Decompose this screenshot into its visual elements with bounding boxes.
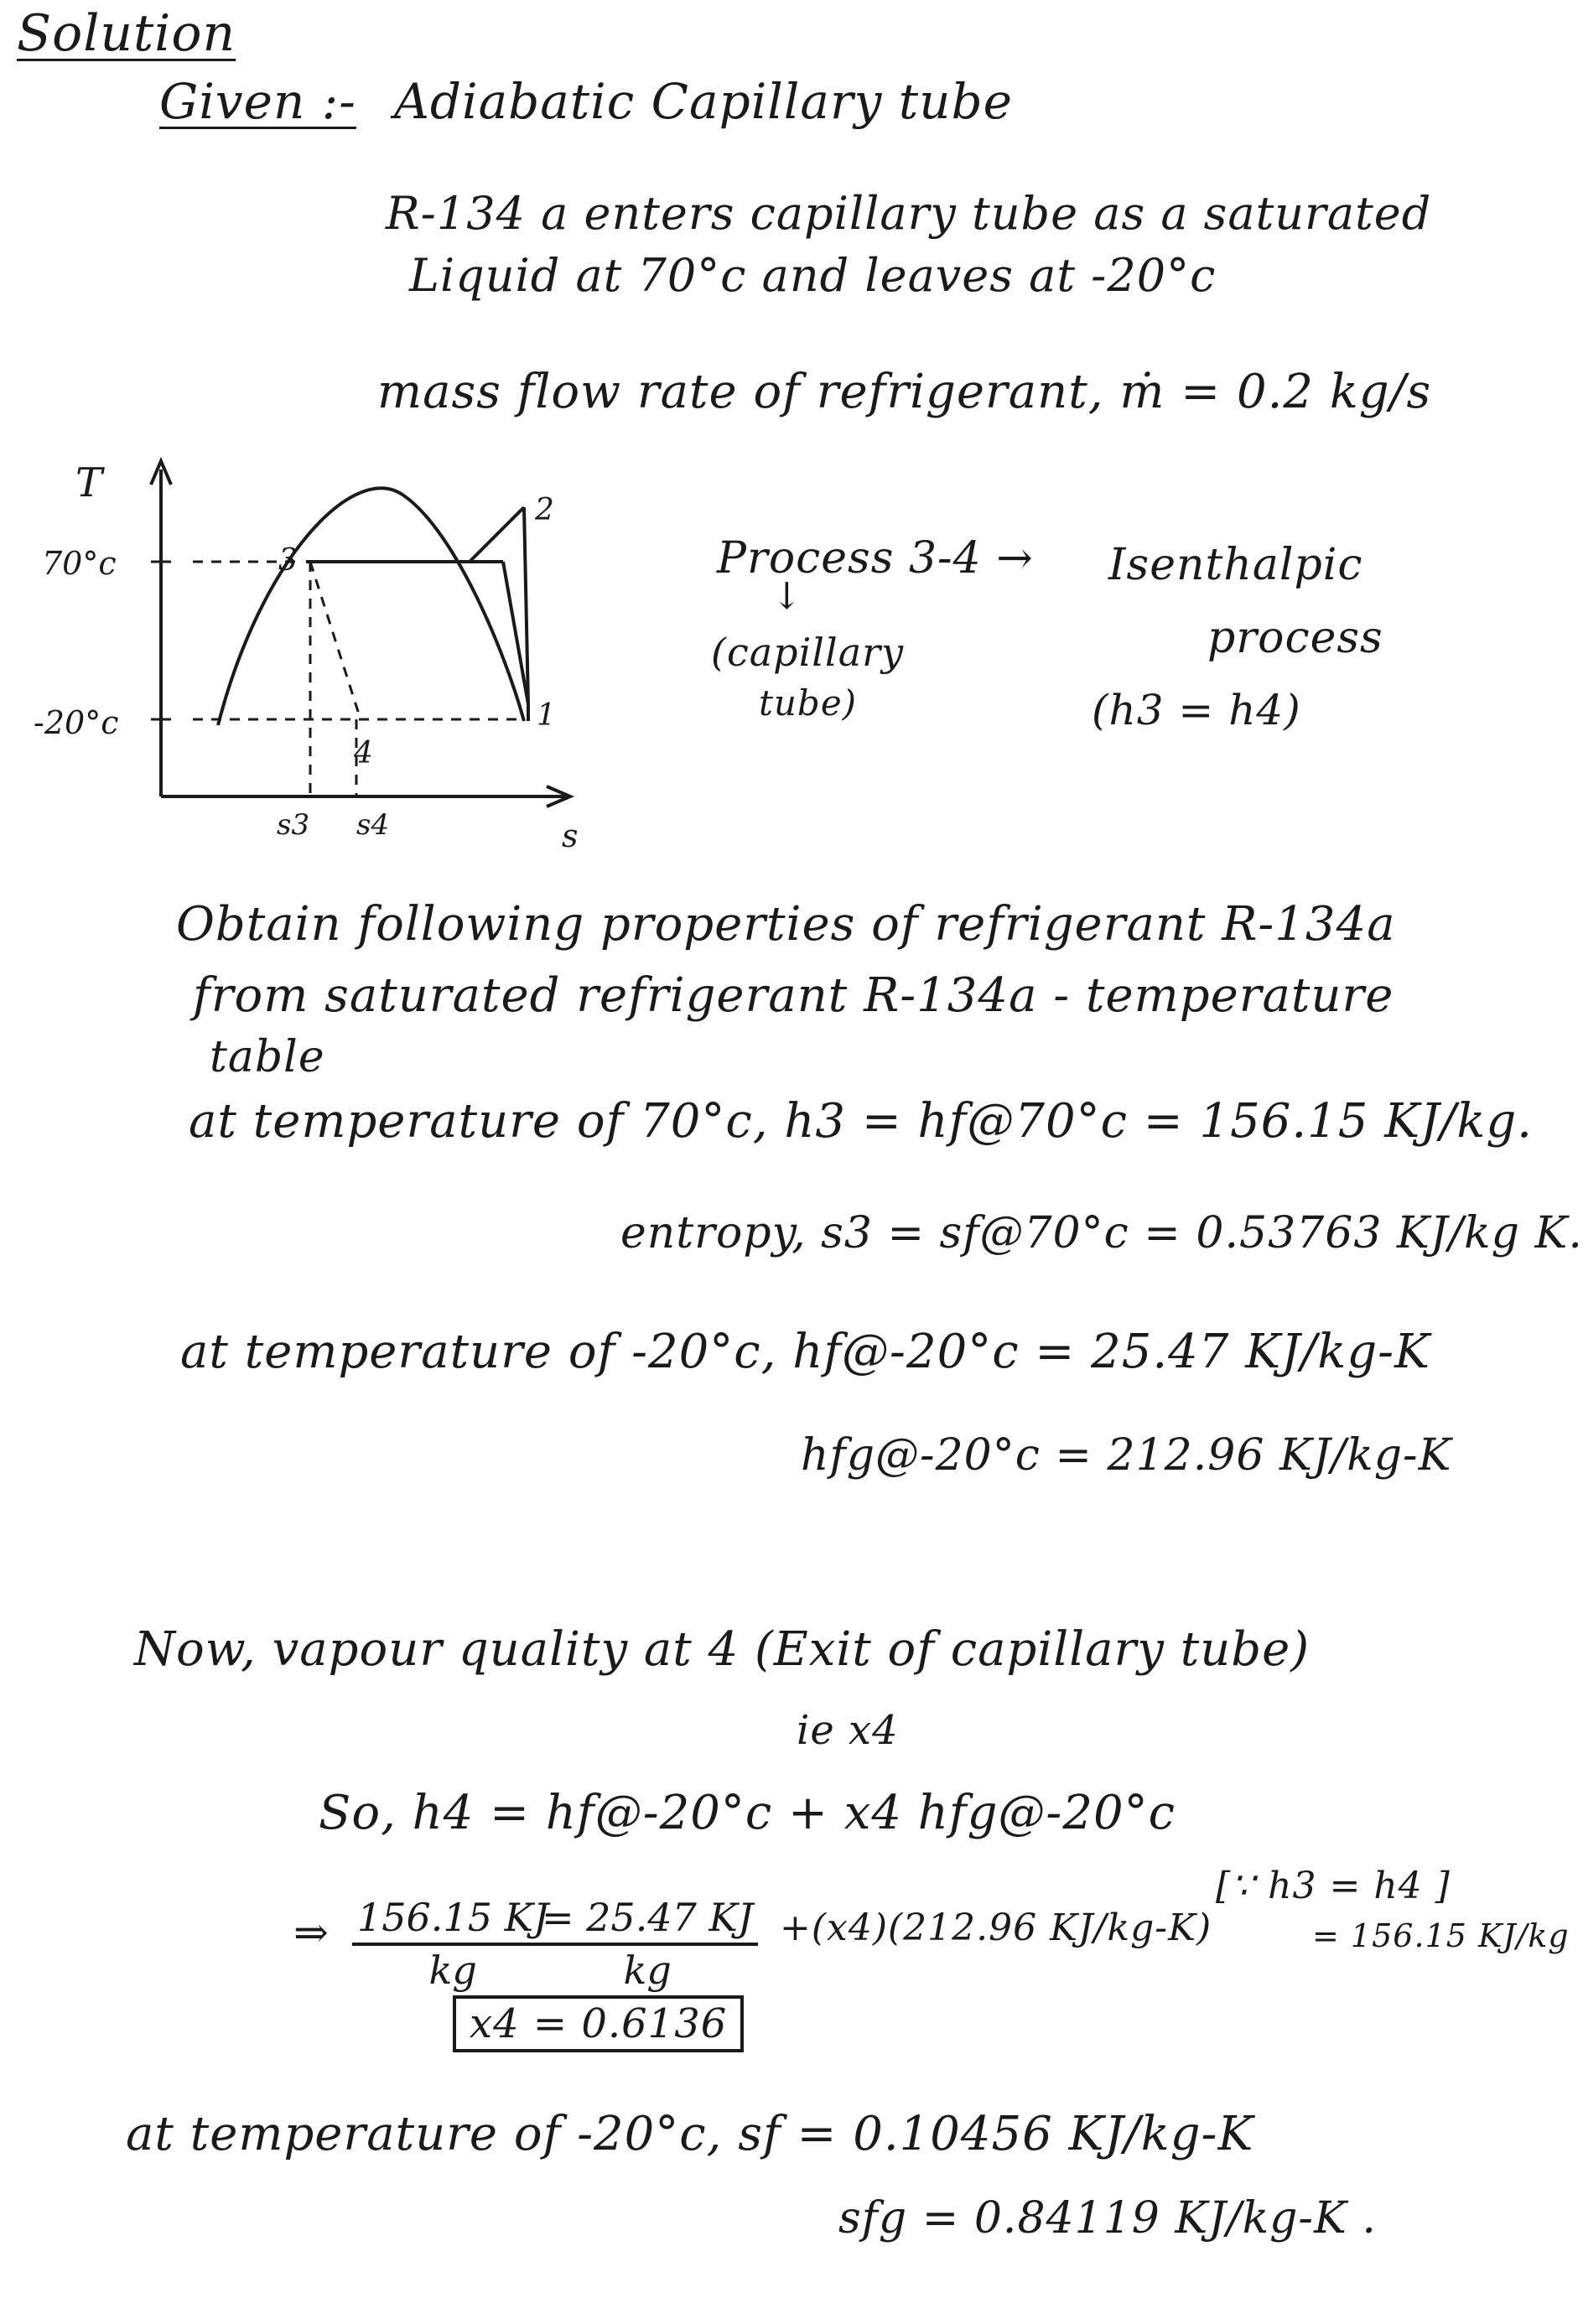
given-line-2: Liquid at 70°c and leaves at -20°c	[409, 249, 1217, 302]
quality-line-2: ie x4	[797, 1707, 899, 1754]
point-4-label: 4	[354, 736, 373, 770]
obtain-line-2: from saturated refrigerant R-134a - temperature	[193, 968, 1394, 1023]
given-line-1: R-134 a enters capillary tube as a saturated	[386, 187, 1432, 240]
process-word: process	[1207, 613, 1383, 663]
s4-label: s4	[356, 808, 390, 842]
obtain-line-3: table	[210, 1032, 325, 1082]
point-2-label: 2	[535, 493, 554, 527]
capillary-label-top: (capillary	[711, 630, 905, 675]
hfg-m20-line: hfg@-20°c = 212.96 KJ/kg-K	[801, 1430, 1452, 1481]
temp-low-label: -20°c	[34, 704, 119, 741]
capillary-label-bottom: tube)	[759, 682, 858, 724]
process-label: Process 3-4 →	[717, 533, 1034, 584]
given-label: Given :-	[159, 73, 356, 130]
ts-diagram	[34, 436, 604, 855]
s3-label: s3	[277, 808, 310, 842]
h4-equation: So, h4 = hf@-20°c + x4 hfg@-20°c	[319, 1786, 1176, 1840]
isenthalpic-label: Isenthalpic	[1108, 540, 1363, 590]
implies-arrow: ⇒	[293, 1908, 330, 1957]
point-3-label: 3	[278, 543, 298, 578]
sub-hfg-term: +(x4)(212.96 KJ/kg-K)	[780, 1906, 1212, 1949]
solution-heading: Solution	[17, 4, 236, 63]
note-h-value: = 156.15 KJ/kg	[1312, 1917, 1570, 1954]
sub-lhs-numerator: 156.15 KJ	[352, 1896, 553, 1946]
note-h3-h4: [∵ h3 = h4 ]	[1216, 1865, 1451, 1907]
quality-result: x4 = 0.6136	[453, 1995, 744, 2052]
saturation-dome	[218, 488, 524, 725]
hf-m20-line: at temperature of -20°c, hf@-20°c = 25.47 KJ/kg-K	[180, 1325, 1430, 1379]
sub-hf-numerator: = 25.47 KJ	[537, 1896, 758, 1946]
sf-m20-line: at temperature of -20°c, sf = 0.10456 KJ/kg-K	[126, 2107, 1254, 2161]
sfg-m20-line: sfg = 0.84119 KJ/kg-K .	[838, 2193, 1377, 2244]
s-axis-label: s	[562, 817, 579, 854]
process-3-4	[310, 562, 361, 719]
sub-hf-fraction	[537, 1896, 758, 1991]
sub-lhs-denominator: kg	[428, 1947, 477, 1993]
h3-value-line: at temperature of 70°c, h3 = hf@70°c = 156.15 KJ/kg.	[189, 1094, 1533, 1149]
h3-equals-h4: (h3 = h4)	[1092, 686, 1301, 734]
temp-high-label: 70°c	[42, 545, 117, 582]
obtain-line-1: Obtain following properties of refrigerant R-134a	[176, 897, 1396, 952]
t-axis-label: T	[75, 459, 103, 506]
given-topic: Adiabatic Capillary tube	[394, 73, 1013, 130]
quality-line-1: Now, vapour quality at 4 (Exit of capillary tube)	[134, 1622, 1311, 1677]
point-1-label: 1	[537, 698, 556, 733]
sub-lhs-fraction	[352, 1896, 553, 1991]
mass-flow-rate: mass flow rate of refrigerant, ṁ = 0.2 kg/s	[377, 365, 1432, 419]
sub-hf-denominator: kg	[623, 1947, 672, 1993]
superheat-line-top	[470, 507, 524, 562]
s3-value-line: entropy, s3 = sf@70°c = 0.53763 KJ/kg K.	[620, 1208, 1583, 1258]
process-arrow: ↓	[771, 575, 803, 618]
